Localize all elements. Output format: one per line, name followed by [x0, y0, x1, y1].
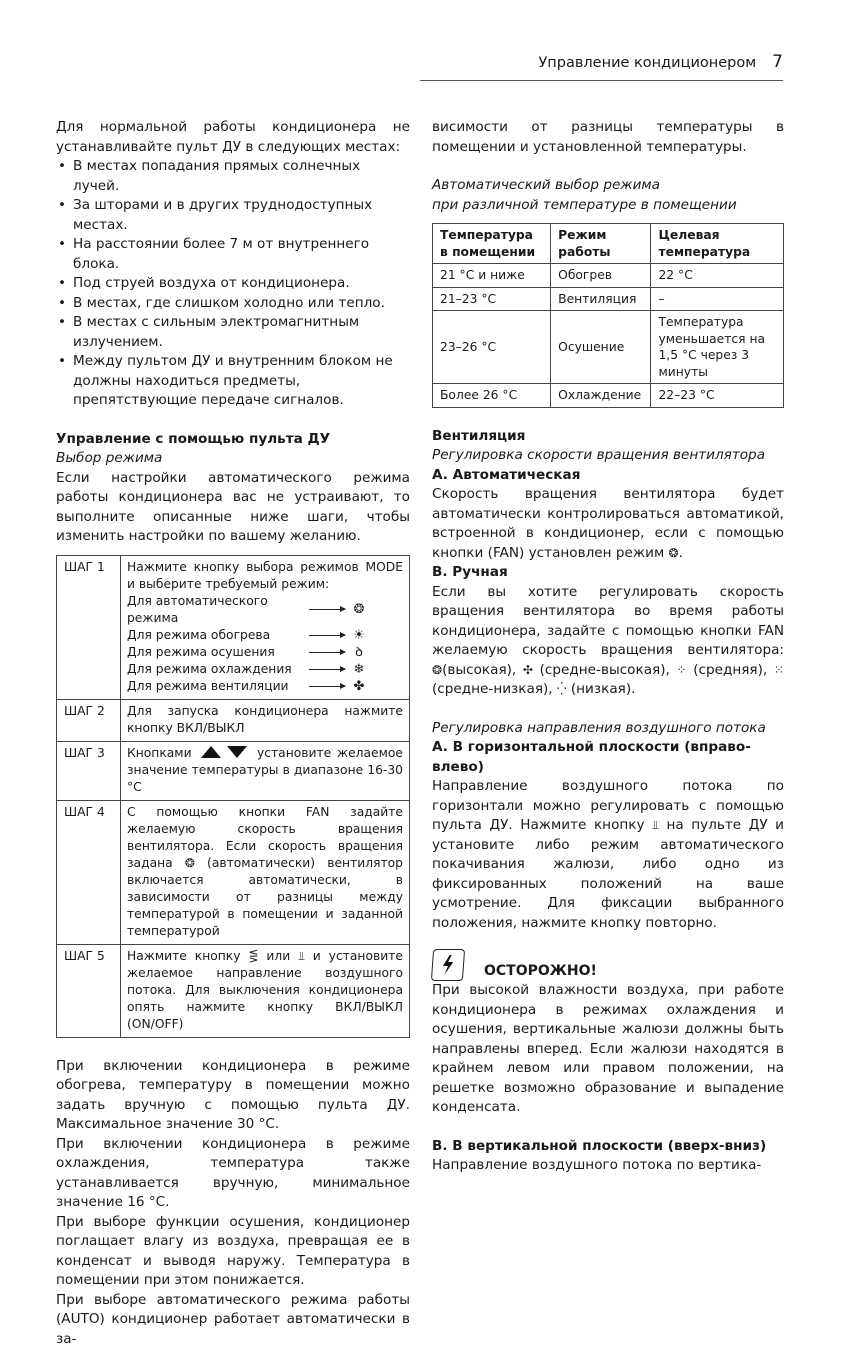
arrow-icon [309, 686, 345, 687]
table-row [57, 800, 410, 944]
step-text: и установите желаемое направление воздушного потока. Для выключения кондиционера опять нажмите кнопку ВКЛ/ВЫКЛ (ON/OFF) [127, 949, 403, 1031]
table-cell: – [651, 287, 784, 311]
fan-high-icon: ❂ [432, 663, 442, 677]
right-column [432, 118, 784, 1176]
horizontal-title: A. В горизонтальной плоскости (вправо-влево) [432, 738, 784, 777]
warning-lightning-icon [431, 949, 465, 981]
arrow-icon [309, 635, 345, 636]
paragraph: При выборе автоматического режима работы (AUTO) кондиционер работает автоматически в за- [56, 1291, 410, 1349]
table-cell: Более 26 °C [433, 384, 551, 408]
table-row [433, 311, 784, 384]
table-row [433, 264, 784, 288]
column-header: Режим работы [551, 224, 651, 264]
table-cell: 21–23 °C [433, 287, 551, 311]
fan-medium-low-icon: ⁙ [774, 663, 784, 677]
step-label: ШАГ 4 [57, 800, 121, 944]
table-cell: 23–26 °C [433, 311, 551, 384]
vent-title: Вентиляция [432, 427, 784, 447]
paragraph: Если вы хотите регулировать скорость вращения вентилятора во время работы кондиционера, задайте с помощью кнопки FAN желаемую скорость вращения вентилятора: [432, 584, 784, 659]
arrow-icon [309, 652, 345, 653]
step-text: Нажмите кнопку выбора режимов MODE и выберите требуемый режим: [127, 559, 403, 593]
warning-title: ОСТОРОЖНО! [484, 962, 597, 982]
mode-label: Для режима обогрева [127, 627, 309, 644]
section-subtitle: Выбор режима [56, 449, 410, 469]
step-content [121, 699, 410, 741]
mode-row [127, 661, 403, 678]
speed-label: (высокая), [442, 662, 516, 678]
paragraph: Направление воздушного потока по горизонтали можно регулировать с помощью пульта ДУ. Нажмите кнопку [432, 778, 784, 833]
table-row [433, 384, 784, 408]
table-cell: Температура уменьшается на 1,5 °C через 3 минуты [651, 311, 784, 384]
table-cell: 22 °C [651, 264, 784, 288]
step-text: или [266, 949, 290, 963]
table-row [57, 699, 410, 741]
list-item: • Между пультом ДУ и внутренним блоком не должны находиться предметы, препятствующие передаче сигналов. [56, 352, 410, 411]
page-number: 7 [772, 52, 783, 72]
down-triangle-icon [227, 746, 247, 758]
left-column [56, 118, 410, 1349]
paragraph: Направление воздушного потока по вертика- [432, 1156, 784, 1176]
header-title: Управление кондиционером [538, 55, 756, 71]
mode-label: Для режима вентиляции [127, 678, 309, 695]
step-label: ШАГ 3 [57, 741, 121, 800]
step-text: Для запуска кондиционера нажмите кнопку ВКЛ/ВЫКЛ [127, 703, 403, 737]
paragraph: При включении кондиционера в режиме охлаждения, температура также устанавливается вручную, минимальное значение 16 °C. [56, 1135, 410, 1213]
auto-mode-icon: ❂ [351, 601, 367, 618]
column-header: Целевая температура [651, 224, 784, 264]
header-rule [420, 80, 783, 81]
step-label: ШАГ 1 [57, 555, 121, 699]
table-row [57, 555, 410, 699]
vent-subtitle: Регулировка скорости вращения вентилятора [432, 446, 784, 466]
intro-text: Для нормальной работы кондиционера не устанавливайте пульт ДУ в следующих местах: [56, 118, 410, 157]
table-cell: Осушение [551, 311, 651, 384]
warning-block [432, 949, 784, 981]
step-label: ШАГ 5 [57, 944, 121, 1037]
list-item: • На расстоянии более 7 м от внутреннего блока. [56, 235, 410, 274]
fan-medium-icon: ⁘ [676, 663, 686, 677]
fan-low-icon: ⁛ [557, 682, 567, 696]
speed-label: (средне-низкая), [432, 681, 553, 697]
paragraph: При выборе функции осушения, кондиционер поглащает влагу из воздуха, превращая ее в конденсат и выводя наружу. Температура в помещении при этом понижается. [56, 1213, 410, 1291]
table-row [57, 944, 410, 1037]
step-content [121, 741, 410, 800]
auto-mode-table [432, 223, 784, 408]
step-content [121, 800, 410, 944]
list-item: • За шторами и в других труднодоступных местах. [56, 196, 410, 235]
vertical-title: B. В вертикальной плоскости (вверх-вниз) [432, 1137, 784, 1157]
speed-label: (средне-высокая), [540, 662, 670, 678]
mode-label: Для автоматического режима [127, 593, 309, 627]
table-row [433, 287, 784, 311]
flow-subtitle: Регулировка направления воздушного потока [432, 719, 784, 739]
paragraph: на пульте ДУ и установите либо режим автоматического покачивания жалюзи, либо одно из фиксированных положений на ваше усмотрение. Для фиксации выбранного положения, нажмите кнопку повторно. [432, 817, 784, 931]
up-triangle-icon [201, 746, 221, 758]
step-text: С помощью кнопки FAN задайте желаемую скорость вращения вентилятора. Если скорость вращения задана [127, 805, 403, 870]
mode-label: Для режима осушения [127, 644, 309, 661]
step-content [121, 944, 410, 1037]
list-item: • В местах, где слишком холодно или тепло. [56, 294, 410, 314]
fan-medium-high-icon: ✣ [523, 663, 533, 677]
list-item: • В местах попадания прямых солнечных лучей. [56, 157, 410, 196]
step-text: Нажмите кнопку [127, 949, 241, 963]
column-header: Температура в помещении [433, 224, 551, 264]
table-cell: Обогрев [551, 264, 651, 288]
warning-text: При высокой влажности воздуха, при работе кондиционера в режимах охлаждения и осушения, вертикальные жалюзи должны быть направлены вперед. Если жалюзи находятся в крайнем левом или правом положении, на решетке возможно образование и выпадение конденсата. [432, 981, 784, 1118]
heat-mode-icon: ☀ [351, 627, 367, 644]
table-cell: 22–23 °C [651, 384, 784, 408]
dry-mode-icon: ꝺ [351, 644, 367, 661]
auto-title: Автоматический выбор режима [432, 176, 784, 196]
table-cell: Охлаждение [551, 384, 651, 408]
table-header-row [433, 224, 784, 264]
page-header [538, 52, 783, 72]
auto-title: при различной температуре в помещении [432, 196, 784, 216]
mode-row [127, 644, 403, 661]
mode-row [127, 593, 403, 627]
paragraph: Скорость вращения вентилятора будет автоматически контролироваться автоматикой, встроенной в кондиционер, если с помощью кнопки (FAN) установлен режим [432, 486, 784, 561]
step-content [121, 555, 410, 699]
mode-row [127, 627, 403, 644]
paragraph: При включении кондиционера в режиме обогрева, температуру в помещении можно задать вручную с помощью пульта ДУ. Максимальное значение 30 °C. [56, 1057, 410, 1135]
cool-mode-icon: ❄ [351, 661, 367, 678]
paragraph: висимости от разницы температуры в помещении и установленной температуры. [432, 118, 784, 157]
list-item: • Под струей воздуха от кондиционера. [56, 274, 410, 294]
table-cell: 21 °C и ниже [433, 264, 551, 288]
auto-fan-icon: ❂ [185, 856, 195, 870]
fan-mode-icon: ✤ [351, 678, 367, 695]
speed-label: (низкая). [571, 681, 636, 697]
section-text: Если настройки автоматического режима работы кондиционера вас не устраивают, то выполните описанные ниже шаги, чтобы изменить настройки по вашему желанию. [56, 469, 410, 547]
speed-label: (средняя), [693, 662, 767, 678]
step-text: Кнопками [127, 746, 192, 760]
vertical-swing-icon: ⫫ [298, 949, 305, 963]
arrow-icon [309, 609, 345, 610]
table-row [57, 741, 410, 800]
mode-row [127, 678, 403, 695]
steps-table [56, 555, 410, 1038]
placement-list [56, 157, 410, 411]
step-text: (автоматически) вентилятор включается автоматически, в зависимости от разницы между температурой в помещении и заданной температурой [127, 856, 403, 938]
table-cell: Вентиляция [551, 287, 651, 311]
arrow-icon [309, 669, 345, 670]
vertical-swing-icon: ⫫ [652, 818, 659, 832]
section-title: Управление с помощью пульта ДУ [56, 430, 410, 450]
manual-speed-title: B. Ручная [432, 563, 784, 583]
step-text: установите желаемое значение температуры в диапазоне 16-30 °C [127, 746, 403, 794]
mode-label: Для режима охлаждения [127, 661, 309, 678]
step-label: ШАГ 2 [57, 699, 121, 741]
horizontal-swing-icon: ⋚ [248, 949, 258, 963]
list-item: • В местах с сильным электромагнитным излучением. [56, 313, 410, 352]
paragraph: . [679, 545, 683, 561]
auto-speed-title: A. Автоматическая [432, 466, 784, 486]
auto-fan-icon: ❂ [669, 546, 679, 560]
